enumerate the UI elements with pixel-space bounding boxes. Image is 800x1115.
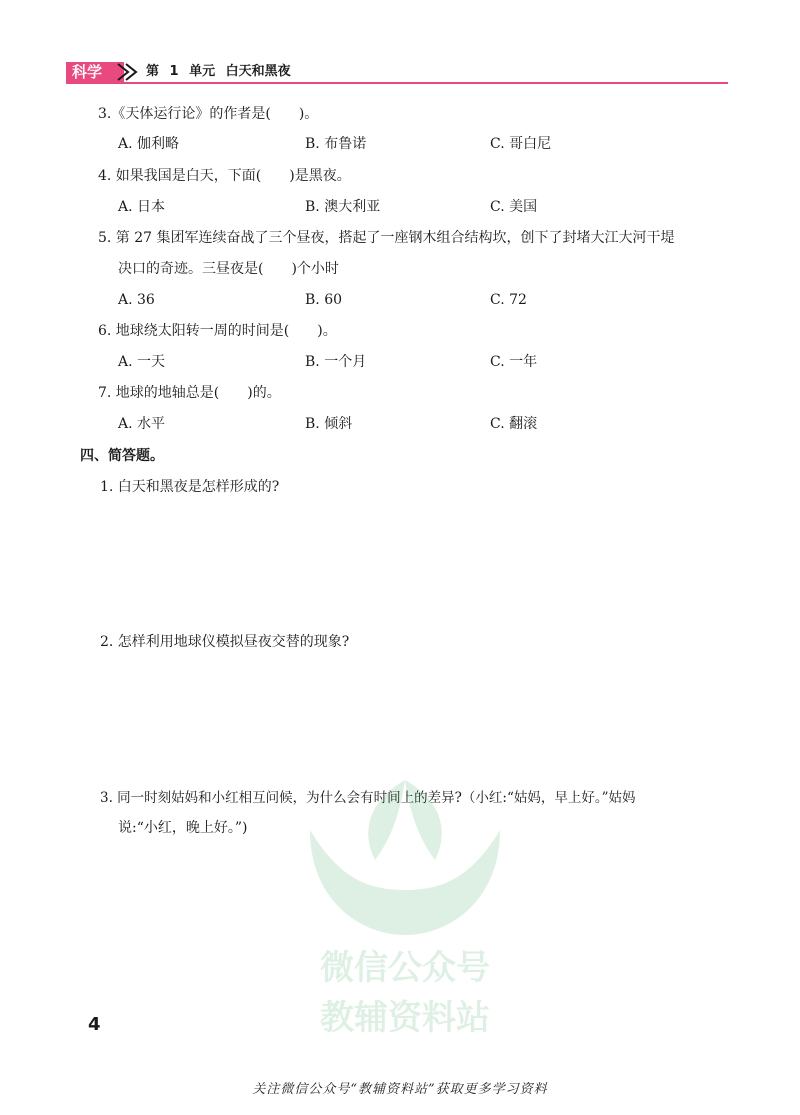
question-3: 3.《天体运行论》的作者是( )。 <box>98 106 319 122</box>
q4-option-c: C. 美国 <box>490 199 538 215</box>
short-answer-3: 3. 同一时刻姑妈和小红相互问候，为什么会有时间上的差异?（小红:“姑妈，早上好。”姑妈 <box>100 790 636 806</box>
page-number: 4 <box>88 1014 101 1035</box>
short-answer-1: 1. 白天和黑夜是怎样形成的? <box>100 479 280 495</box>
q6-option-c: C. 一年 <box>490 354 538 370</box>
q3-option-c: C. 哥白尼 <box>490 136 552 152</box>
double-chevron-icon <box>114 62 144 82</box>
question-4: 4. 如果我国是白天，下面( )是黑夜。 <box>98 168 351 184</box>
q7-option-c: C. 翻滚 <box>490 416 538 432</box>
q7-option-a: A. 水平 <box>118 416 166 432</box>
q5-option-c: C. 72 <box>490 292 527 308</box>
subject-tab: 科学 <box>66 62 124 82</box>
q3-option-b: B. 布鲁诺 <box>305 136 367 152</box>
question-5-line2: 决口的奇迹。三昼夜是( )个小时 <box>118 261 339 277</box>
footer-note: 关注微信公众号“教辅资料站”获取更多学习资料 <box>252 1082 548 1097</box>
watermark-line1: 微信公众号 <box>320 948 490 988</box>
short-answer-2: 2. 怎样利用地球仪模拟昼夜交替的现象? <box>100 634 350 650</box>
page-header <box>66 62 728 84</box>
q4-option-b: B. 澳大利亚 <box>305 199 381 215</box>
q3-option-a: A. 伽利略 <box>118 136 180 152</box>
unit-number: 第 1 单元 <box>146 64 216 79</box>
sprout-logo-icon <box>300 770 510 940</box>
q6-option-b: B. 一个月 <box>305 354 367 370</box>
short-answer-3-line2: 说:“小红，晚上好。”) <box>118 820 248 836</box>
q7-option-b: B. 倾斜 <box>305 416 353 432</box>
q4-option-a: A. 日本 <box>118 199 166 215</box>
unit-title: 白天和黑夜 <box>225 64 291 79</box>
watermark-line2: 教辅资料站 <box>320 998 490 1038</box>
q5-option-b: B. 60 <box>305 292 343 308</box>
question-6: 6. 地球绕太阳转一周的时间是( )。 <box>98 323 337 339</box>
q5-option-a: A. 36 <box>118 292 155 308</box>
question-7: 7. 地球的地轴总是( )的。 <box>98 385 281 401</box>
header-rule <box>66 82 728 84</box>
unit-heading <box>146 62 291 82</box>
watermark <box>300 770 510 1040</box>
question-5: 5. 第 27 集团军连续奋战了三个昼夜，搭起了一座钢木组合结构坎，创下了封堵大江大河干堤 <box>98 230 675 246</box>
q6-option-a: A. 一天 <box>118 354 166 370</box>
section-4-title: 四、简答题。 <box>80 448 164 464</box>
